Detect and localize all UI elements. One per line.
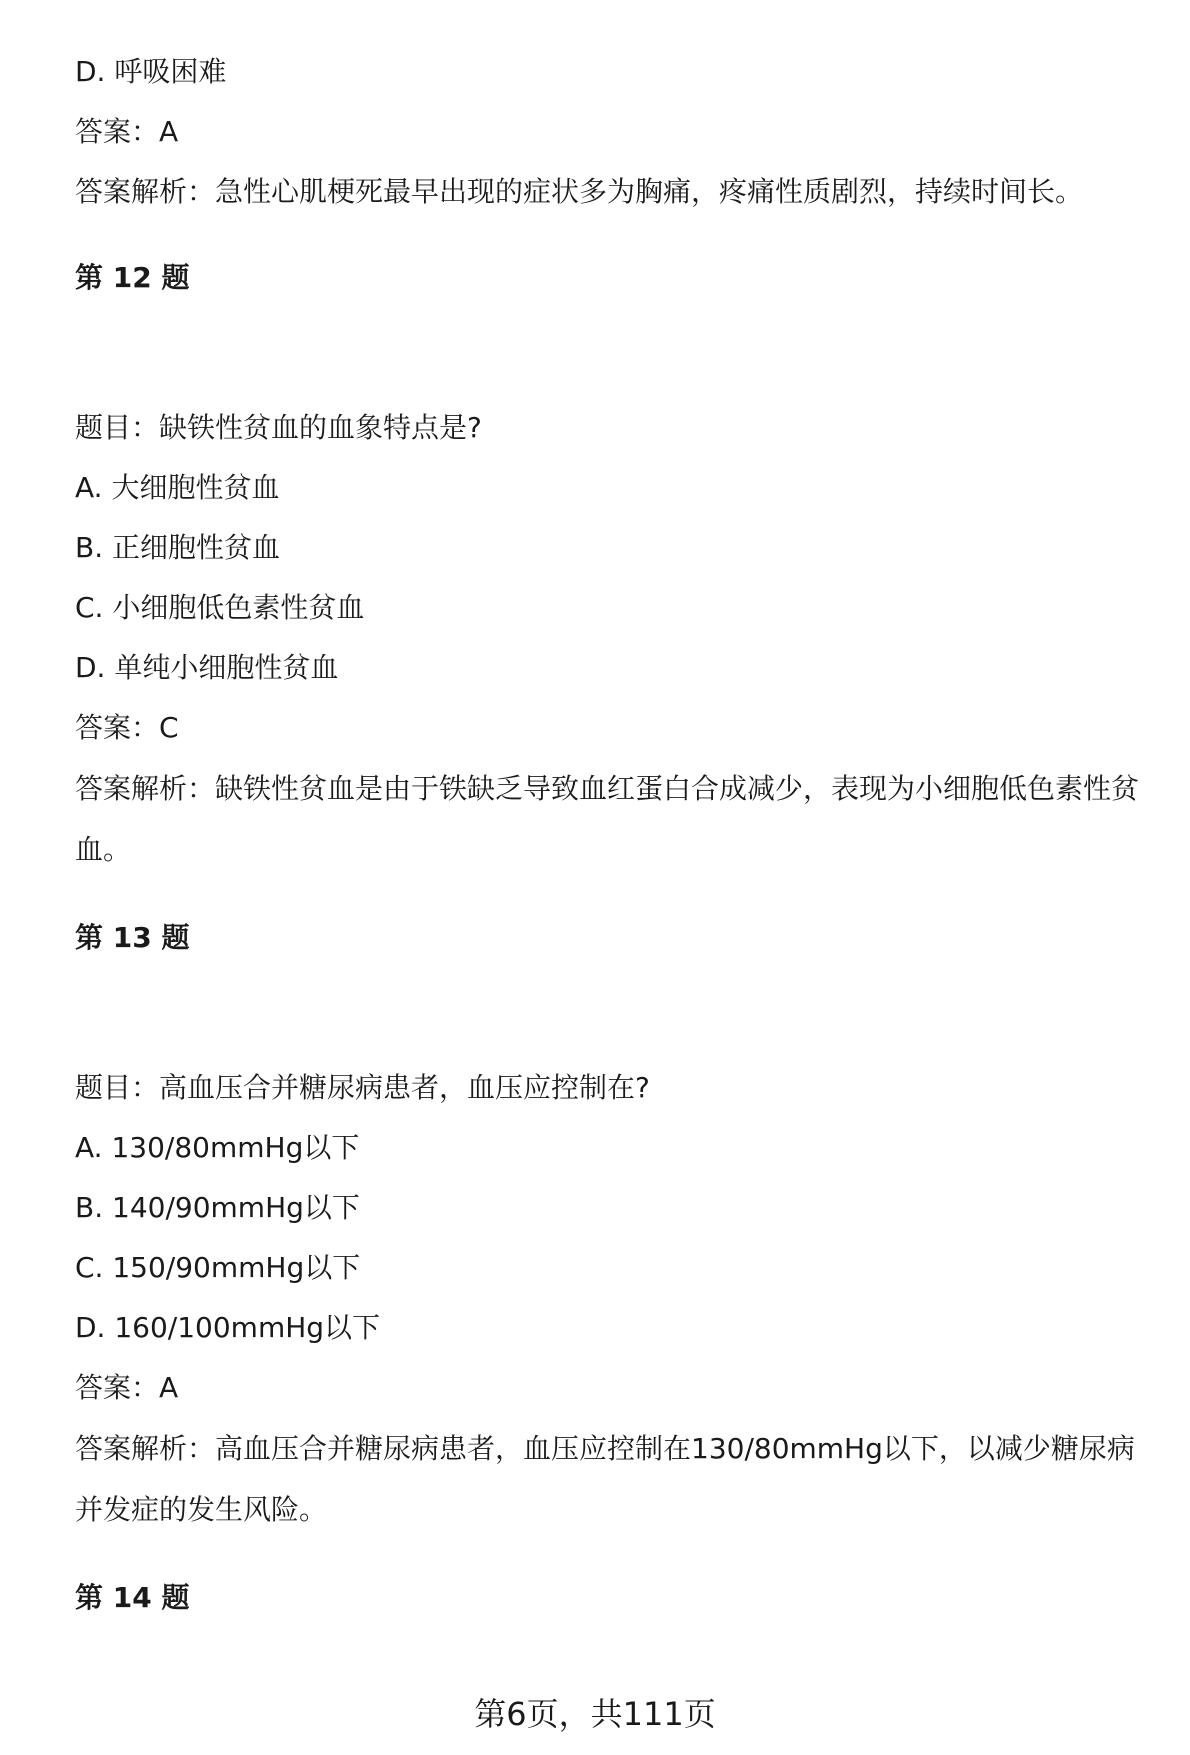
q12-option-d: D. 单纯小细胞性贫血 [75,651,339,684]
q13-explanation: 答案解析：高血压合并糖尿病患者，血压应控制在130/80mmHg以下，以减少糖尿病并发症的发生风险。 [75,1432,1135,1526]
q12-explanation: 答案解析：缺铁性贫血是由于铁缺乏导致血红蛋白合成减少，表现为小细胞低色素性贫血。 [75,772,1140,866]
q12-option-b: B. 正细胞性贫血 [75,531,281,564]
q12-heading: 第 12 题 [75,261,190,294]
q12-answer: 答案：C [75,711,179,744]
q13-option-a: A. 130/80mmHg以下 [75,1131,360,1164]
q13-heading: 第 13 题 [75,921,190,954]
q11-explanation: 答案解析：急性心肌梗死最早出现的症状多为胸痛，疼痛性质剧烈，持续时间长。 [75,175,1084,208]
q11-answer: 答案：A [75,115,179,148]
q12-option-c: C. 小细胞低色素性贫血 [75,591,365,624]
q13-answer: 答案：A [75,1371,179,1404]
q12-option-a: A. 大细胞性贫血 [75,471,280,504]
q13-question: 题目：高血压合并糖尿病患者，血压应控制在? [75,1071,650,1104]
q13-option-b: B. 140/90mmHg以下 [75,1191,360,1224]
q14-heading: 第 14 题 [75,1581,190,1614]
q12-question: 题目：缺铁性贫血的血象特点是? [75,411,482,444]
q13-option-c: C. 150/90mmHg以下 [75,1251,361,1284]
page-number: 第6页，共111页 [474,1695,716,1733]
q11-option-d: D. 呼吸困难 [75,55,227,88]
q13-option-d: D. 160/100mmHg以下 [75,1311,381,1344]
